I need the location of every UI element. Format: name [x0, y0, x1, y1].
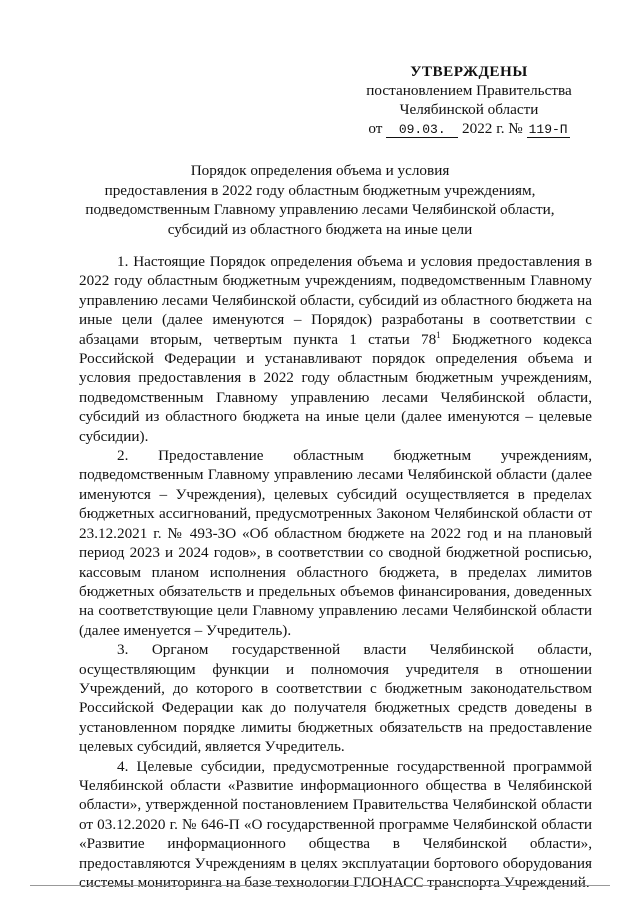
superscript: 1 — [436, 329, 441, 340]
paragraph-1-text: 1. Настоящие Порядок определения объема и условия предоставления в 2022 году областным бюджетным учреждениям, подведомственным Главному управлению лесами Челябинской области, субсидий из областного бюджета на иные цели (далее именуются – Порядок) разработаны в соответствии с абзацами вторым, четвертым пункта 1 статьи 78 — [79, 253, 592, 348]
paragraph-3: 3. Органом государственной власти Челябинской области, осуществляющим функции и полномочия учредителя в отношении Учреждений, до которого в соответствии с бюджетным законодательством Российской Федерации как до получателя бюджетных средств доведены в установленном порядке лимиты бюджетных обязательств на предоставление целевых субсидий, является Учредитель. — [79, 641, 592, 756]
approval-line-2: Челябинской области — [399, 101, 539, 118]
document-title — [70, 161, 570, 239]
paragraph-1-text-cont: Бюджетного кодекса Российской Федерации и устанавливают порядок определения объема и условия предоставления в 2022 году областным бюджетным учреждениям, подведомственным Главному управлению лесами Челябинской области, субсидий из областного бюджета на иные цели (далее именуются – целевые субсидии). — [79, 330, 592, 445]
title-line-3: подведомственным Главному управлению лесами Челябинской области, — [85, 201, 555, 218]
date-prefix: от — [368, 120, 383, 137]
document-body — [79, 252, 592, 892]
title-line-4: субсидий из областного бюджета на иные цели — [167, 220, 473, 238]
date-suffix: 2022 г. № — [462, 120, 523, 137]
footer-divider — [30, 885, 610, 886]
paragraph-4: 4. Целевые субсидии, предусмотренные государственной программой Челябинской области «Развитие информационного общества в Челябинской области», утвержденной постановлением Правительства Челябинской области от 03.12.2020 г. № 646-П «О государственной программе Челябинской области «Развитие информационного общества в Челябинской области», предоставляются Учреждениям в целях эксплуатации бортового оборудования системы мониторинга на базе технологии ГЛОНАСС транспорта Учреждений. — [79, 757, 592, 891]
decree-number: 119-П — [528, 122, 568, 137]
approval-heading: УТВЕРЖДЕНЫ — [410, 63, 528, 80]
date-value: 09.03. — [386, 123, 458, 138]
paragraph-1 — [79, 252, 592, 446]
approval-line-1: постановлением Правительства — [366, 82, 572, 99]
approval-stamp — [350, 62, 588, 138]
paragraph-2: 2. Предоставление областным бюджетным учреждениям, подведомственным Главному управлению лесами Челябинской области (далее именуются – Учреждения), целевых субсидий осуществляется в пределах бюджетных ассигнований, предусмотренных Законом Челябинской области от 23.12.2021 г. № 493-ЗО «Об областном бюджете на 2022 год и на плановый период 2023 и 2024 годов», в соответствии со сводной бюджетной росписью, кассовым планом исполнения областного бюджета, в пределах лимитов бюджетных обязательств и предельных объемов финансирования, доведенных на соответствующие цели Главному управлению лесами Челябинской области (далее именуется – Учредитель). — [79, 447, 592, 639]
title-line-1: Порядок определения объема и условия — [190, 162, 450, 179]
approval-date-line — [350, 119, 588, 138]
title-line-2: предоставления в 2022 году областным бюджетным учреждениям, — [104, 181, 536, 199]
